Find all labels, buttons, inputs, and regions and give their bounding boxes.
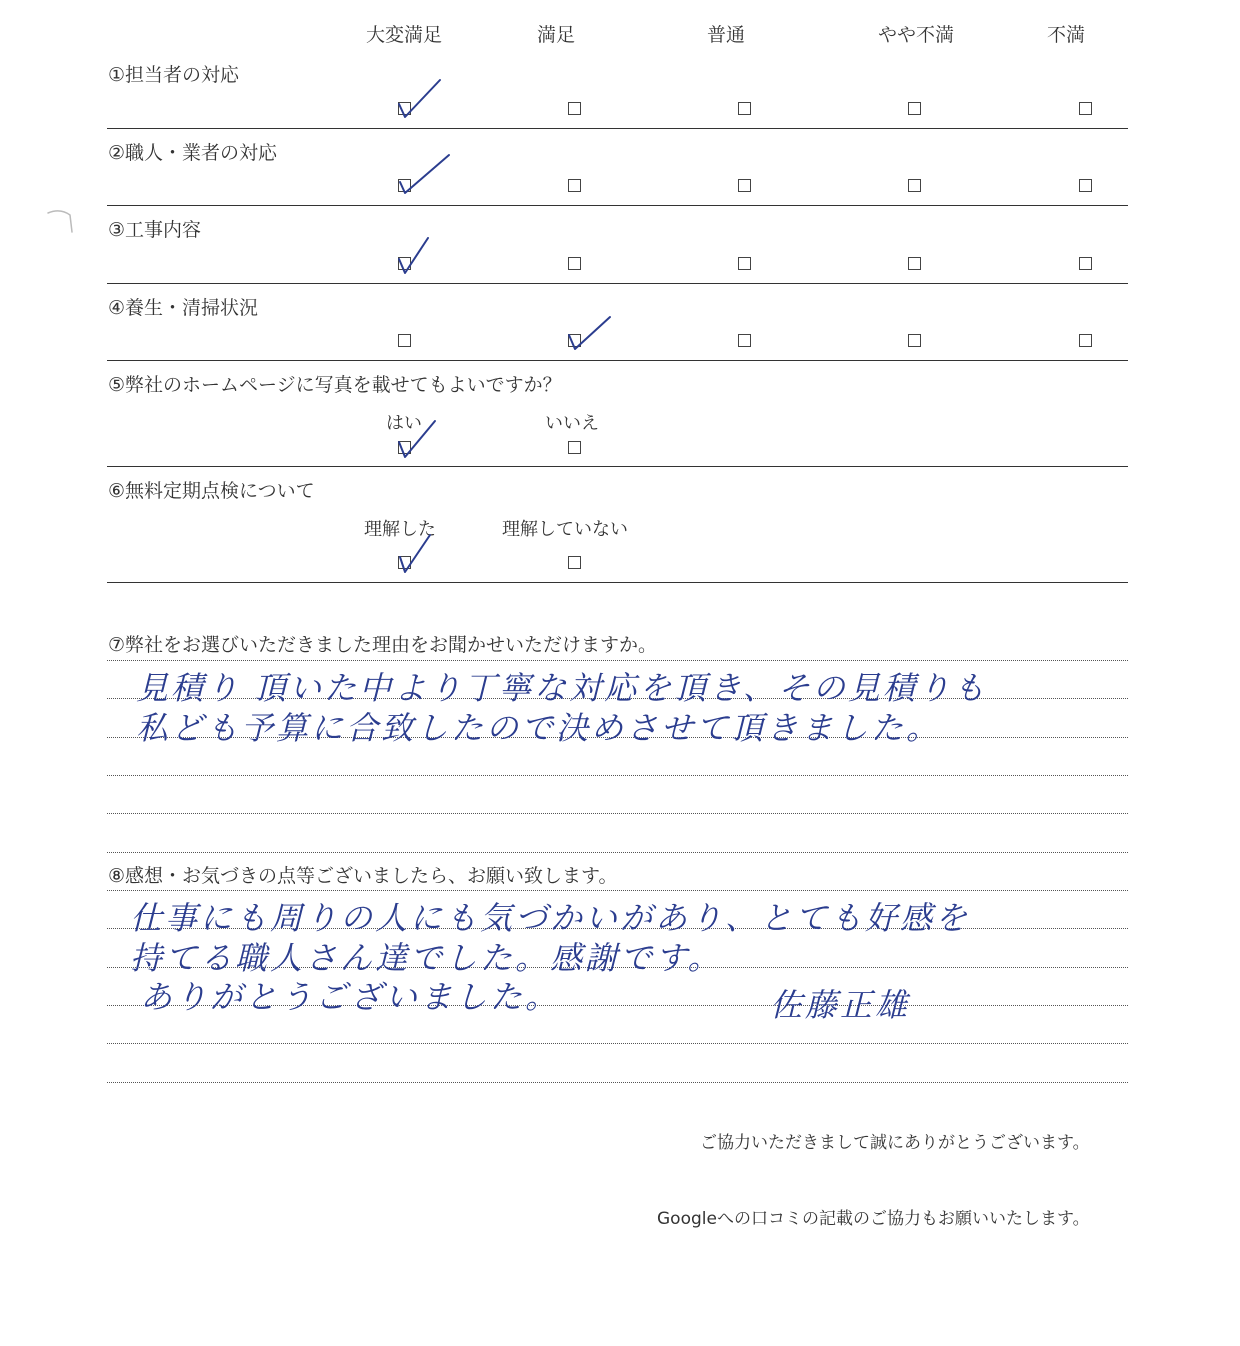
q1-check-mark (399, 80, 440, 117)
scale-header-satisfied: 満足 (537, 24, 576, 46)
q7-answer-line-2: 私ども予算に合致したので決めさせて頂きました。 (136, 709, 942, 747)
question-6-label: ⑥無料定期点検について (108, 480, 315, 502)
q4-check-mark (569, 317, 610, 349)
question-4-label: ④養生・清掃状況 (108, 297, 259, 319)
question-3-label: ③工事内容 (108, 219, 202, 241)
q2-check-mark (400, 155, 449, 193)
footer-thanks: ご協力いただきまして誠にありがとうございます。 (700, 1133, 1090, 1153)
q5-yes-label: はい (386, 413, 422, 434)
q5-check-mark (399, 421, 435, 457)
question-1-label: ①担当者の対応 (108, 64, 240, 86)
q8-answer-line-3: ありがとうございました。 (140, 978, 561, 1016)
q8-answer-line-2: 持てる職人さん達でした。感謝です。 (130, 939, 723, 977)
question-7-label: ⑦弊社をお選びいただきました理由をお聞かせいただけますか。 (108, 634, 658, 656)
scale-header-dissatisfied: 不満 (1047, 24, 1086, 46)
q7-answer-line-1: 見積り 頂いた中より丁寧な対応を頂き、その見積りも (136, 669, 988, 707)
q8-signature: 佐藤正雄 (770, 986, 911, 1024)
question-8-label: ⑧感想・お気づきの点等ございましたら、お願い致します。 (108, 865, 618, 887)
footer-google-request: Googleへの口コミの記載のご協力もお願いいたします。 (657, 1209, 1090, 1229)
scan-mark (48, 211, 72, 232)
q3-check-mark (399, 238, 428, 273)
scale-header-somewhat-dissatisfied: やや不満 (878, 24, 955, 46)
q6-not-understood-label: 理解していない (502, 519, 628, 540)
scale-header-normal: 普通 (707, 24, 746, 46)
q5-no-label: いいえ (545, 413, 599, 434)
q6-check-mark (400, 535, 430, 572)
question-2-label: ②職人・業者の対応 (108, 142, 278, 164)
q8-answer-line-1: 仕事にも周りの人にも気づかいがあり、とても好感を (130, 899, 971, 937)
question-5-label: ⑤弊社のホームページに写真を載せてもよいですか？ (108, 374, 562, 396)
q6-understood-label: 理解した (364, 519, 436, 540)
scale-header-very-satisfied: 大変満足 (366, 24, 443, 46)
